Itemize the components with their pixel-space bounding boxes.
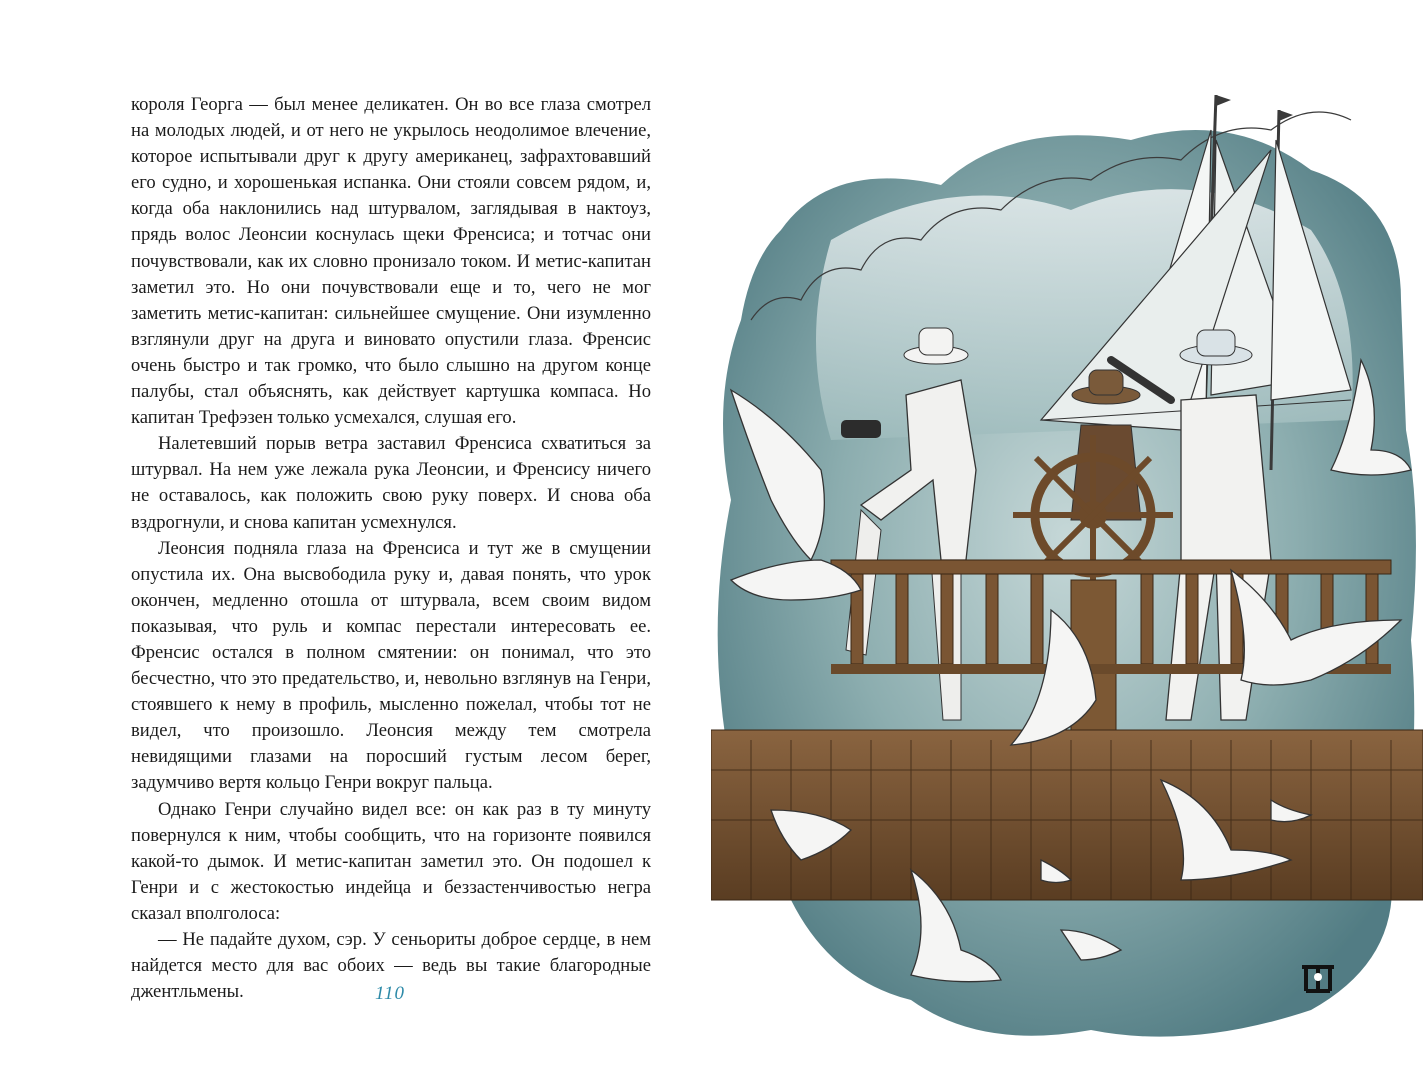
paragraph-4: Однако Генри случайно видел все: он как раз в ту минуту повернулся к ним, чтобы сообщить, что на горизонте появился какой-то дымок. И метис-капитан заметил это. Он подошел к Генри и с жестокостью индейца и беззастенчивостью негра сказал вполголоса: xyxy=(131,798,651,924)
right-page xyxy=(711,0,1423,1080)
page-number: 110 xyxy=(374,983,406,1004)
paragraph-1: короля Георга — был менее деликатен. Он во все глаза смотрел на молодых людей, и от него не укрылось неодолимое влечение, которое испытывали друг к другу американец, зафрахтовавший его судно, и хорошенькая испанка. Они стояли совсем рядом, и, когда оба наклонились над штурвалом, заглядывая в нактоуз, прядь волос Леонсии коснулась щеки Френсиса; и тотчас они почувствовали, как их словно пронизало током. И метис-капитан заметил это. Но они почувствовали еще и то, чего не мог заметить метис-капитан: сильнейшее смущение. Они изумленно взглянули друг на друга и виновато опустили глаза. Френсис очень быстро и так громко, что было слышно на другом конце палубы, стал объяснять, как действует картушка компаса. Но капитан Трефэзен только усмехался, слушая его. xyxy=(131,94,651,429)
text-block xyxy=(131,92,651,1005)
ship-deck-illustration-icon xyxy=(711,0,1423,1080)
publisher-logo-icon xyxy=(1300,963,1336,995)
left-page xyxy=(0,0,711,1080)
paragraph-2: Налетевший порыв ветра заставил Френсиса схватиться за штурвал. На нем уже лежала рука Леонсии, и Френсису ничего не оставалось, как положить свою руку поверх. И снова оба вздрогнули, и снова капитан усмехнулся. xyxy=(131,433,651,533)
paragraph-3: Леонсия подняла глаза на Френсиса и тут же в смущении опустила их. Она высвободила руку и, давая понять, что урок окончен, медленно отошла от штурвала, всем своим видом показывая, что руль и компас перестали интересовать ее. Френсис остался в полном смятении: он понимал, что это бесчестно, что это предательство, и, невольно взглянув на Генри, стоявшего к нему в профиль, мысленно пожелал, чтобы тот не видел, что произошло. Леонсия между тем смотрела невидящими глазами на поросший густым лесом берег, задумчиво вертя кольцо Генри вокруг пальца. xyxy=(131,537,651,794)
paragraph-5: — Не падайте духом, сэр. У сеньориты доброе сердце, в нем найдется место для вас обоих — ведь вы такие благородные джентльмены. xyxy=(131,929,651,1003)
